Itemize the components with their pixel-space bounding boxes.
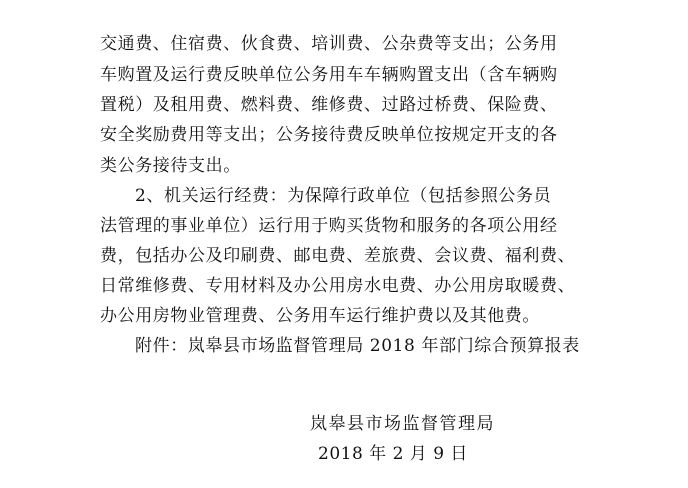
attachment-line: 附件：岚皋县市场监督管理局 2018 年部门综合预算报表 [135, 336, 580, 356]
body-line-2: 车购置及运行费反映单位公务用车车辆购置支出（含车辆购 [100, 65, 558, 85]
body-line-1: 交通费、住宿费、伙食费、培训费、公杂费等支出；公务用 [100, 34, 558, 54]
signature-date: 2018 年 2 月 9 日 [318, 444, 468, 464]
body-line-4: 安全奖励费用等支出；公务接待费反映单位按规定开支的各 [100, 125, 558, 145]
paragraph-2-line-1: 2、机关运行经费：为保障行政单位（包括参照公务员 [135, 186, 552, 206]
signature-org: 岚皋县市场监督管理局 [310, 414, 495, 434]
body-line-5: 类公务接待支出。 [100, 156, 241, 176]
paragraph-2-line-5: 办公用房物业管理费、公务用车运行维护费以及其他费。 [100, 306, 540, 326]
paragraph-2-line-4: 日常维修费、专用材料及办公用房水电费、办公用房取暖费、 [100, 276, 576, 296]
paragraph-2-line-3: 费，包括办公及印刷费、邮电费、差旅费、会议费、福利费、 [100, 246, 576, 266]
paragraph-2-line-2: 法管理的事业单位）运行用于购买货物和服务的各项公用经 [100, 216, 558, 236]
body-line-3: 置税）及租用费、燃料费、维修费、过路过桥费、保险费、 [100, 95, 558, 115]
